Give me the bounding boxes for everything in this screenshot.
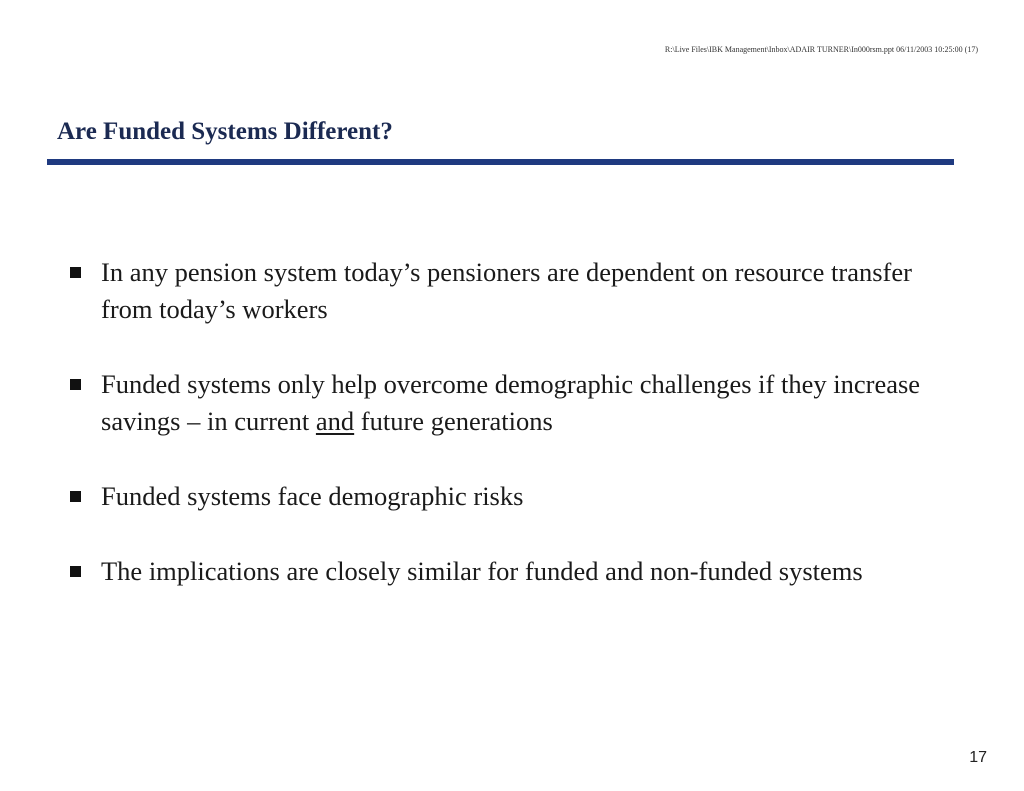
bullet-item: [68, 553, 958, 590]
underlined-word: and: [315, 406, 355, 436]
square-bullet-icon: [70, 491, 81, 502]
square-bullet-icon: [70, 566, 81, 577]
square-bullet-icon: [70, 379, 81, 390]
bullet-text: In any pension system today’s pensioners are dependent on resource transfer from today’s workers: [101, 257, 912, 324]
bullet-text: Funded systems face demographic risks: [101, 481, 524, 511]
slide-title: Are Funded Systems Different?: [57, 118, 393, 145]
bullet-text: The implications are closely similar for funded and non-funded systems: [101, 556, 863, 586]
bullet-text-start: Funded systems only help overcome demographic challenges if they increase savings – in current: [101, 369, 921, 436]
bullet-item: [68, 254, 958, 328]
title-divider: [47, 159, 954, 165]
square-bullet-icon: [70, 267, 81, 278]
bullet-list: [68, 254, 958, 628]
bullet-item: [68, 478, 958, 515]
bullet-text-end: future generations: [354, 406, 553, 436]
file-path-header: R:\Live Files\IBK Management\Inbox\ADAIR TURNER\In000rsm.ppt 06/11/2003 10:25:00 (17): [664, 45, 978, 54]
bullet-item: [68, 366, 958, 440]
page-number: 17: [969, 749, 987, 766]
